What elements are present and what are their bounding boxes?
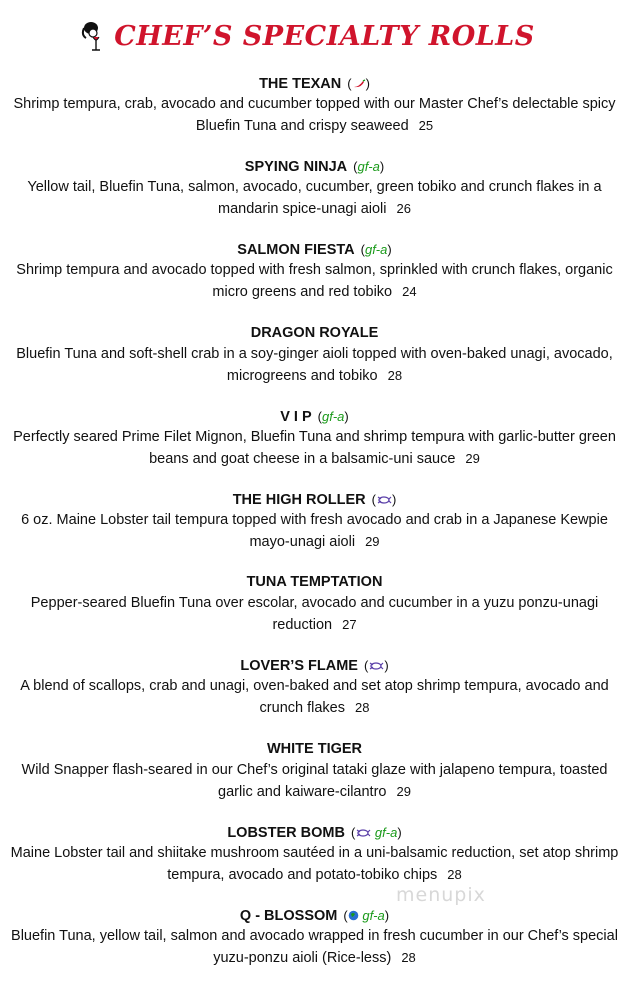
item-name: SALMON FIESTA [237, 242, 355, 259]
globe-icon [348, 910, 359, 921]
item-tags: ( ) [363, 658, 389, 674]
page-title: CHEF’S SPECIALTY ROLLS [114, 20, 535, 52]
menu-items [0, 74, 629, 989]
menu-item-lobster-bomb [0, 823, 629, 906]
menu-item-dragon-royale [0, 324, 629, 407]
item-price: 28 [447, 866, 462, 882]
item-tags: (gf-a) [353, 159, 385, 175]
watermark: menupix [396, 884, 486, 906]
item-name: THE HIGH ROLLER [232, 491, 366, 508]
item-name: LOVER’S FLAME [240, 658, 358, 675]
item-name: TUNA TEMPTATION [246, 574, 383, 591]
item-price: 28 [354, 700, 370, 716]
menu-item-salmon-fiesta [0, 240, 629, 323]
item-description: Pepper-seared Bluefin Tuna over escolar, avocado and cucumber in a yuzu ponzu-unagi reduction [30, 595, 599, 634]
item-description: Shrimp tempura, crab, avocado and cucumber topped with our Master Chef’s delectable spicy Bluefin Tuna and crispy seaweed [13, 96, 616, 134]
menu-item-vip [0, 407, 629, 490]
menu-item-spying-ninja [0, 157, 629, 240]
item-description: Bluefin Tuna, yellow tail, salmon and avocado wrapped in fresh cucumber in our Chef’s special yuzu-ponzu aioli (Rice-less) [11, 927, 618, 966]
item-price: 25 [418, 118, 434, 133]
item-price: 24 [402, 284, 417, 300]
chef-icon [80, 19, 110, 53]
menu-header [0, 14, 629, 58]
item-name: WHITE TIGER [266, 740, 363, 757]
menu-item-q-blossom [0, 906, 629, 989]
item-price: 28 [387, 367, 403, 383]
item-description: Wild Snapper flash-seared in our Chef’s original tataki glaze with jalapeno tempura, toasted garlic and kaiware-cilantro [21, 761, 608, 800]
item-price: 29 [396, 783, 411, 799]
menu-item-white-tiger [0, 740, 629, 823]
item-name: LOBSTER BOMB [227, 824, 345, 841]
item-description: Maine Lobster tail and shiitake mushroom sautéed in a uni-balsamic reduction, set atop shrimp tempura, avocado and potato-tobiko chips [10, 844, 619, 883]
item-description: A blend of scallops, crab and unagi, oven-baked and set atop shrimp tempura, avocado and crunch flakes [20, 678, 609, 717]
item-tags: ( ) [347, 76, 370, 91]
item-description: Bluefin Tuna and soft-shell crab in a soy-ginger aioli topped with oven-baked unagi, avocado, microgreens and tobiko [16, 345, 613, 384]
item-name: DRAGON ROYALE [250, 324, 379, 341]
item-description: Yellow tail, Bluefin Tuna, salmon, avocado, cucumber, green tobiko and crunch flakes in a mandarin spice-unagi aioli [27, 179, 602, 218]
gluten-free-tag: gf-a [362, 907, 385, 923]
menu-item-the-texan [0, 74, 629, 157]
gluten-free-tag: gf-a [374, 824, 398, 840]
gluten-free-tag: gf-a [322, 408, 345, 424]
item-name: V I P [280, 408, 312, 425]
item-tags: (gf-a) [360, 242, 392, 258]
menu-item-the-high-roller [0, 490, 629, 573]
lobster-icon [368, 661, 384, 671]
item-tags: ( ) [371, 491, 397, 507]
item-price: 26 [396, 201, 411, 217]
lobster-icon [355, 828, 371, 838]
menu-item-tuna-temptation [0, 573, 629, 656]
lobster-icon [376, 495, 392, 505]
item-price: 28 [401, 949, 416, 965]
item-description: Shrimp tempura and avocado topped with fresh salmon, sprinkled with crunch flakes, organic micro greens and red tobiko [16, 262, 613, 301]
menu-item-lovers-flame [0, 656, 629, 739]
item-name: Q - BLOSSOM [239, 907, 338, 924]
chili-pepper-icon [352, 79, 366, 89]
gluten-free-tag: gf-a [357, 159, 380, 175]
item-description: 6 oz. Maine Lobster tail tempura topped with fresh avocado and crab in a Japanese Kewpie mayo-unagi aioli [21, 511, 608, 550]
item-name: SPYING NINJA [244, 159, 348, 176]
item-price: 29 [365, 533, 380, 549]
gluten-free-tag: gf-a [364, 242, 388, 258]
item-name: THE TEXAN [259, 76, 342, 92]
item-tags: (gf-a) [317, 408, 349, 424]
item-tags: ( gf-a) [343, 907, 390, 923]
item-tags: ( gf-a) [350, 824, 402, 840]
item-description: Perfectly seared Prime Filet Mignon, Bluefin Tuna and shrimp tempura with garlic-butter green beans and goat cheese in a balsamic-uni sauce [13, 428, 616, 467]
item-price: 29 [465, 450, 480, 466]
item-price: 27 [342, 617, 357, 633]
